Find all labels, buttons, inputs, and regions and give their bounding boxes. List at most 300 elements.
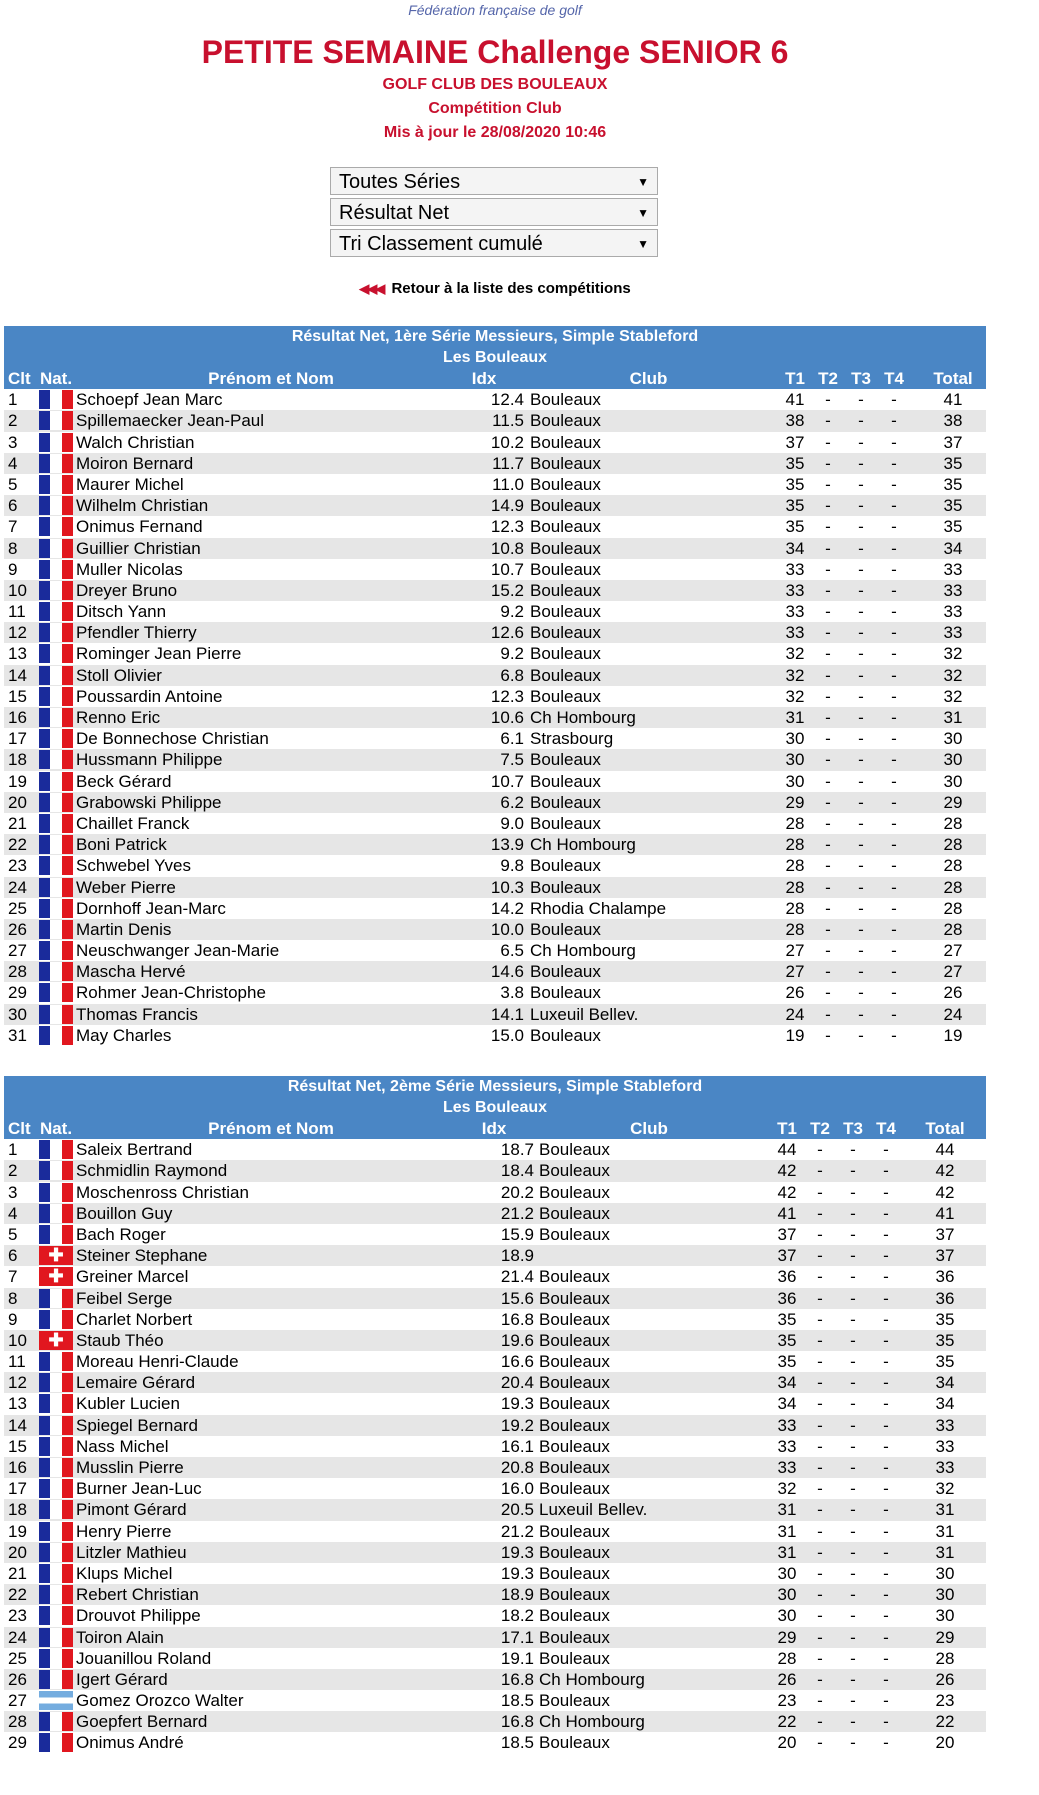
player-name[interactable]: Renno Eric bbox=[76, 708, 161, 727]
series-select-value: Toutes Séries bbox=[339, 171, 461, 193]
results-table-serie-2 bbox=[4, 1076, 986, 1754]
club-name: Bouleaux bbox=[539, 1606, 610, 1626]
table-row[interactable] bbox=[4, 834, 986, 855]
player-name[interactable]: Drouvot Philippe bbox=[76, 1606, 201, 1626]
player-name[interactable]: Wilhelm Christian bbox=[76, 496, 209, 516]
player-name[interactable]: Henry Pierre bbox=[76, 1521, 172, 1541]
player-name[interactable]: Lemaire Gérard bbox=[76, 1373, 196, 1393]
flag-fr-icon bbox=[39, 666, 73, 685]
col-header-t2[interactable]: T2 bbox=[818, 369, 838, 388]
table-row[interactable] bbox=[4, 1563, 986, 1584]
table-row[interactable] bbox=[4, 1690, 986, 1711]
handicap-index: 18.9 bbox=[500, 1585, 534, 1605]
flag-fr-icon bbox=[39, 1564, 73, 1583]
round-4-score: - bbox=[891, 877, 897, 897]
col-header-name[interactable]: Prénom et Nom bbox=[208, 369, 334, 388]
flag-fr-icon bbox=[39, 433, 73, 452]
round-3-score: - bbox=[858, 813, 864, 833]
table-row[interactable] bbox=[4, 1266, 986, 1287]
round-2-score: - bbox=[817, 1563, 823, 1583]
table-row[interactable] bbox=[4, 728, 986, 749]
col-header-clt[interactable]: Clt bbox=[8, 369, 31, 388]
player-name[interactable]: Guillier Christian bbox=[76, 538, 201, 558]
round-1-score: 35 bbox=[785, 453, 805, 473]
column-header-row bbox=[4, 1118, 986, 1139]
table-row[interactable] bbox=[4, 686, 986, 707]
result-type-select[interactable] bbox=[330, 198, 658, 226]
table-row[interactable] bbox=[4, 1584, 986, 1605]
table-row[interactable] bbox=[4, 1711, 986, 1732]
table-row[interactable] bbox=[4, 1351, 986, 1372]
club-name: Bouleaux bbox=[530, 813, 601, 833]
flag-fr-icon bbox=[39, 1437, 73, 1456]
table-row[interactable] bbox=[4, 813, 986, 834]
player-name[interactable]: Martin Denis bbox=[76, 919, 172, 939]
player-name[interactable]: Dreyer Bruno bbox=[76, 580, 178, 600]
flag-fr-icon bbox=[39, 454, 73, 473]
player-name[interactable]: Walch Christian bbox=[76, 432, 195, 452]
table-row[interactable] bbox=[4, 410, 986, 431]
round-1-score: 28 bbox=[785, 898, 805, 918]
table-row[interactable] bbox=[4, 665, 986, 686]
table-row[interactable] bbox=[4, 940, 986, 961]
player-name[interactable]: Mascha Hervé bbox=[76, 962, 186, 982]
player-name[interactable]: Weber Pierre bbox=[76, 877, 176, 897]
table-row[interactable] bbox=[4, 1457, 986, 1478]
club-name: Bouleaux bbox=[539, 1627, 610, 1647]
player-name[interactable]: Gomez Orozco Walter bbox=[76, 1691, 244, 1711]
table-row[interactable] bbox=[4, 1288, 986, 1309]
flag-ch-icon: ✚ bbox=[39, 1267, 73, 1286]
table-row[interactable] bbox=[4, 898, 986, 919]
table-row[interactable] bbox=[4, 1436, 986, 1457]
round-1-score: 24 bbox=[785, 1004, 805, 1024]
col-header-nat[interactable]: Nat. bbox=[39, 369, 73, 388]
table-row[interactable] bbox=[4, 749, 986, 770]
player-name[interactable]: Boni Patrick bbox=[76, 835, 167, 855]
player-name[interactable]: Spiegel Bernard bbox=[76, 1415, 198, 1435]
round-2-score: - bbox=[825, 1025, 831, 1045]
total-score: 33 bbox=[935, 1458, 955, 1477]
col-header-nat[interactable]: Nat. bbox=[39, 1119, 73, 1138]
col-header-t3[interactable]: T3 bbox=[851, 369, 871, 388]
club-name: Bouleaux bbox=[539, 1224, 610, 1244]
player-name[interactable]: Dornhoff Jean-Marc bbox=[76, 898, 226, 918]
col-header-t2[interactable]: T2 bbox=[810, 1119, 830, 1138]
round-2-score: - bbox=[825, 729, 831, 749]
player-name[interactable]: Spillemaecker Jean-Paul bbox=[76, 411, 265, 431]
table-row[interactable] bbox=[4, 474, 986, 495]
player-name[interactable]: Pimont Gérard bbox=[76, 1500, 187, 1520]
round-3-score: - bbox=[858, 792, 864, 812]
table-row[interactable] bbox=[4, 1160, 986, 1181]
round-1-score: 41 bbox=[777, 1203, 797, 1223]
round-1-score: 30 bbox=[785, 771, 805, 791]
player-name[interactable]: Saleix Bertrand bbox=[76, 1140, 193, 1160]
player-name[interactable]: Moreau Henri-Claude bbox=[76, 1352, 239, 1372]
player-name[interactable]: Musslin Pierre bbox=[76, 1458, 184, 1477]
player-name[interactable]: Onimus André bbox=[76, 1733, 184, 1753]
club-name: Bouleaux bbox=[530, 496, 601, 516]
handicap-index: 15.0 bbox=[490, 1025, 524, 1045]
rank: 21 bbox=[8, 813, 27, 833]
club-name: Bouleaux bbox=[539, 1691, 610, 1711]
table-row[interactable] bbox=[4, 432, 986, 453]
club-name: Bouleaux bbox=[539, 1415, 610, 1435]
flag-fr-icon bbox=[39, 496, 73, 515]
player-name[interactable]: Pfendler Thierry bbox=[76, 623, 197, 643]
player-name[interactable]: Hussmann Philippe bbox=[76, 750, 223, 770]
round-1-score: 30 bbox=[777, 1563, 797, 1583]
round-3-score: - bbox=[858, 580, 864, 600]
player-name[interactable]: Neuschwanger Jean-Marie bbox=[76, 941, 280, 961]
rank: 10 bbox=[8, 1330, 27, 1350]
player-name[interactable]: Rominger Jean Pierre bbox=[76, 644, 242, 664]
flag-fr-icon bbox=[39, 1140, 73, 1159]
series-select[interactable] bbox=[330, 167, 658, 195]
flag-fr-icon bbox=[39, 602, 73, 621]
player-name[interactable]: Steiner Stephane bbox=[76, 1246, 208, 1266]
flag-fr-icon bbox=[39, 1606, 73, 1625]
player-name[interactable]: Rohmer Jean-Christophe bbox=[76, 983, 266, 1003]
round-4-score: - bbox=[883, 1733, 889, 1753]
table-row[interactable] bbox=[4, 1203, 986, 1224]
player-name[interactable]: Beck Gérard bbox=[76, 771, 172, 791]
player-name[interactable]: Muller Nicolas bbox=[76, 559, 183, 579]
rank: 19 bbox=[8, 771, 27, 791]
rank: 30 bbox=[8, 1004, 27, 1024]
round-4-score: - bbox=[891, 771, 897, 791]
table-row[interactable] bbox=[4, 1478, 986, 1499]
round-1-score: 33 bbox=[777, 1458, 797, 1477]
table-row[interactable] bbox=[4, 1627, 986, 1648]
player-name[interactable]: Thomas Francis bbox=[76, 1004, 198, 1024]
player-name[interactable]: Rebert Christian bbox=[76, 1585, 199, 1605]
round-2-score: - bbox=[817, 1288, 823, 1308]
flag-fr-icon bbox=[39, 729, 73, 748]
round-3-score: - bbox=[858, 496, 864, 516]
rank: 8 bbox=[8, 1288, 18, 1308]
table-title: Résultat Net, 2ème Série Messieurs, Simple Stableford bbox=[287, 1078, 703, 1095]
round-1-score: 27 bbox=[785, 962, 805, 982]
round-4-score: - bbox=[891, 962, 897, 982]
player-name[interactable]: Jouanillou Roland bbox=[76, 1648, 212, 1668]
round-2-score: - bbox=[825, 538, 831, 558]
round-2-score: - bbox=[825, 453, 831, 473]
handicap-index: 20.8 bbox=[500, 1458, 534, 1477]
table-row[interactable] bbox=[4, 538, 986, 559]
table-row[interactable] bbox=[4, 707, 986, 728]
club-name: Ch Hombourg bbox=[530, 708, 636, 727]
table-row[interactable] bbox=[4, 1393, 986, 1414]
handicap-index: 6.1 bbox=[500, 729, 524, 749]
player-name[interactable]: Schmidlin Raymond bbox=[76, 1161, 228, 1181]
handicap-index: 10.8 bbox=[490, 538, 524, 558]
table-row[interactable] bbox=[4, 771, 986, 792]
table-row[interactable] bbox=[4, 1025, 986, 1046]
results-table-serie-1 bbox=[4, 326, 986, 1046]
round-1-score: 35 bbox=[785, 496, 805, 516]
table-caption bbox=[4, 326, 986, 368]
table-row[interactable] bbox=[4, 1004, 986, 1025]
total-score: 41 bbox=[943, 390, 963, 410]
rank: 19 bbox=[8, 1521, 27, 1541]
rank: 25 bbox=[8, 898, 27, 918]
round-1-score: 28 bbox=[785, 919, 805, 939]
col-header-idx[interactable]: Idx bbox=[471, 369, 497, 388]
player-name[interactable]: Goepfert Bernard bbox=[76, 1712, 208, 1732]
table-row[interactable] bbox=[4, 1245, 986, 1266]
club-name: Ch Hombourg bbox=[539, 1712, 645, 1732]
player-name[interactable]: Grabowski Philippe bbox=[76, 792, 222, 812]
round-3-score: - bbox=[850, 1288, 856, 1308]
player-name[interactable]: Bouillon Guy bbox=[76, 1203, 173, 1223]
player-name[interactable]: Burner Jean-Luc bbox=[76, 1479, 202, 1499]
round-2-score: - bbox=[825, 813, 831, 833]
table-row[interactable] bbox=[4, 1330, 986, 1351]
player-name[interactable]: Toiron Alain bbox=[76, 1627, 164, 1647]
player-name[interactable]: Moschenross Christian bbox=[76, 1182, 249, 1202]
rank: 22 bbox=[8, 835, 27, 855]
handicap-index: 16.6 bbox=[500, 1352, 534, 1372]
player-name[interactable]: Nass Michel bbox=[76, 1436, 169, 1456]
table-row[interactable] bbox=[4, 453, 986, 474]
player-name[interactable]: Bach Roger bbox=[76, 1224, 166, 1244]
club-name: Bouleaux bbox=[530, 1025, 601, 1045]
player-name[interactable]: Maurer Michel bbox=[76, 474, 184, 494]
total-score: 28 bbox=[943, 856, 963, 876]
back-to-list-link[interactable] bbox=[0, 280, 990, 297]
round-2-score: - bbox=[817, 1415, 823, 1435]
table-row[interactable] bbox=[4, 1732, 986, 1753]
total-score: 30 bbox=[935, 1606, 955, 1626]
handicap-index: 18.7 bbox=[500, 1140, 534, 1160]
total-score: 20 bbox=[935, 1733, 955, 1753]
player-name[interactable]: Litzler Mathieu bbox=[76, 1542, 187, 1562]
table-row[interactable] bbox=[4, 982, 986, 1003]
player-name[interactable]: Charlet Norbert bbox=[76, 1309, 193, 1329]
table-row[interactable] bbox=[4, 855, 986, 876]
round-1-score: 36 bbox=[777, 1267, 797, 1287]
player-name[interactable]: Schwebel Yves bbox=[76, 856, 191, 876]
flag-fr-icon bbox=[39, 1026, 73, 1045]
table-row[interactable] bbox=[4, 792, 986, 813]
rank: 22 bbox=[8, 1585, 27, 1605]
flag-fr-icon bbox=[39, 750, 73, 769]
col-header-club[interactable]: Club bbox=[629, 369, 668, 388]
total-score: 33 bbox=[935, 1436, 955, 1456]
player-name[interactable]: Ditsch Yann bbox=[76, 602, 167, 622]
rank: 6 bbox=[8, 496, 18, 516]
club-name: Ch Hombourg bbox=[530, 835, 636, 855]
col-header-t3[interactable]: T3 bbox=[843, 1119, 863, 1138]
round-4-score: - bbox=[891, 559, 897, 579]
sort-select[interactable] bbox=[330, 229, 658, 257]
round-1-score: 42 bbox=[777, 1161, 797, 1181]
total-score: 30 bbox=[935, 1585, 955, 1605]
table-caption bbox=[4, 1076, 986, 1118]
round-1-score: 38 bbox=[785, 411, 805, 431]
table-row[interactable] bbox=[4, 1224, 986, 1245]
round-3-score: - bbox=[850, 1267, 856, 1287]
rank: 17 bbox=[8, 1479, 27, 1499]
table-row[interactable] bbox=[4, 1605, 986, 1626]
table-row[interactable] bbox=[4, 961, 986, 982]
player-name[interactable]: Schoepf Jean Marc bbox=[76, 390, 223, 410]
player-name[interactable]: Igert Gérard bbox=[76, 1669, 168, 1689]
col-header-t4[interactable]: T4 bbox=[884, 369, 904, 388]
round-1-score: 28 bbox=[785, 835, 805, 855]
round-2-score: - bbox=[817, 1585, 823, 1605]
total-score: 26 bbox=[935, 1669, 955, 1689]
handicap-index: 21.2 bbox=[500, 1203, 534, 1223]
player-name[interactable]: Feibel Serge bbox=[76, 1288, 173, 1308]
handicap-index: 10.6 bbox=[490, 708, 524, 727]
handicap-index: 21.4 bbox=[500, 1267, 534, 1287]
page-title: PETITE SEMAINE Challenge SENIOR 6 bbox=[201, 34, 789, 70]
round-4-score: - bbox=[883, 1585, 889, 1605]
player-name[interactable]: Klups Michel bbox=[76, 1563, 173, 1583]
table-row[interactable] bbox=[4, 1139, 986, 1160]
round-4-score: - bbox=[883, 1161, 889, 1181]
col-header-t1[interactable]: T1 bbox=[785, 369, 805, 388]
club-name: Bouleaux bbox=[530, 771, 601, 791]
round-1-score: 33 bbox=[785, 602, 805, 622]
round-3-score: - bbox=[850, 1140, 856, 1160]
handicap-index: 18.5 bbox=[500, 1733, 534, 1753]
table-row[interactable] bbox=[4, 643, 986, 664]
round-3-score: - bbox=[858, 941, 864, 961]
col-header-total[interactable]: Total bbox=[933, 369, 973, 388]
handicap-index: 3.8 bbox=[500, 983, 524, 1003]
handicap-index: 12.4 bbox=[490, 390, 524, 410]
table-row[interactable] bbox=[4, 1415, 986, 1436]
player-name[interactable]: Poussardin Antoine bbox=[76, 686, 223, 706]
round-2-score: - bbox=[825, 665, 831, 685]
club-name: Bouleaux bbox=[530, 390, 601, 410]
round-3-score: - bbox=[858, 453, 864, 473]
table-title: Résultat Net, 1ère Série Messieurs, Simple Stableford bbox=[291, 328, 699, 345]
table-row[interactable] bbox=[4, 1309, 986, 1330]
table-row[interactable] bbox=[4, 1182, 986, 1203]
round-3-score: - bbox=[850, 1458, 856, 1477]
table-row[interactable] bbox=[4, 559, 986, 580]
total-score: 26 bbox=[943, 983, 963, 1003]
table-row[interactable] bbox=[4, 1648, 986, 1669]
result-type-select-value: Résultat Net bbox=[339, 202, 450, 224]
col-header-name[interactable]: Prénom et Nom bbox=[208, 1119, 334, 1138]
table-row[interactable] bbox=[4, 877, 986, 898]
round-4-score: - bbox=[891, 792, 897, 812]
col-header-idx[interactable]: Idx bbox=[481, 1119, 507, 1138]
flag-fr-icon bbox=[39, 390, 73, 409]
col-header-t4[interactable]: T4 bbox=[876, 1119, 896, 1138]
player-name[interactable]: Greiner Marcel bbox=[76, 1267, 189, 1287]
total-score: 42 bbox=[935, 1182, 955, 1202]
player-name[interactable]: Stoll Olivier bbox=[76, 665, 162, 685]
flag-fr-icon bbox=[39, 1416, 73, 1435]
round-2-score: - bbox=[825, 580, 831, 600]
col-header-clt[interactable]: Clt bbox=[8, 1119, 31, 1138]
round-1-score: 26 bbox=[777, 1669, 797, 1689]
rank: 13 bbox=[8, 644, 27, 664]
table-row[interactable] bbox=[4, 601, 986, 622]
table-row[interactable] bbox=[4, 1542, 986, 1563]
total-score: 35 bbox=[943, 474, 963, 494]
player-name[interactable]: Onimus Fernand bbox=[76, 517, 203, 537]
handicap-index: 12.3 bbox=[490, 517, 524, 537]
player-name[interactable]: Chaillet Franck bbox=[76, 813, 190, 833]
table-row[interactable] bbox=[4, 1521, 986, 1542]
player-name[interactable]: Moiron Bernard bbox=[76, 453, 194, 473]
table-row[interactable] bbox=[4, 622, 986, 643]
rank: 14 bbox=[8, 665, 27, 685]
handicap-index: 20.2 bbox=[500, 1182, 534, 1202]
round-3-score: - bbox=[858, 919, 864, 939]
club-name: Bouleaux bbox=[530, 411, 601, 431]
total-score: 31 bbox=[943, 708, 963, 727]
table-row[interactable] bbox=[4, 1499, 986, 1520]
rank: 12 bbox=[8, 623, 27, 643]
table-row[interactable] bbox=[4, 919, 986, 940]
handicap-index: 19.3 bbox=[500, 1542, 534, 1562]
handicap-index: 7.5 bbox=[500, 750, 524, 770]
round-4-score: - bbox=[883, 1712, 889, 1732]
player-name[interactable]: Staub Théo bbox=[76, 1330, 164, 1350]
round-3-score: - bbox=[850, 1563, 856, 1583]
handicap-index: 16.1 bbox=[500, 1436, 534, 1456]
total-score: 36 bbox=[935, 1267, 955, 1287]
round-3-score: - bbox=[850, 1330, 856, 1350]
round-4-score: - bbox=[883, 1436, 889, 1456]
handicap-index: 10.3 bbox=[490, 877, 524, 897]
table-row[interactable] bbox=[4, 1372, 986, 1393]
table-row[interactable] bbox=[4, 389, 986, 410]
table-row[interactable] bbox=[4, 580, 986, 601]
round-1-score: 32 bbox=[785, 644, 805, 664]
player-name[interactable]: De Bonnechose Christian bbox=[76, 729, 269, 749]
col-header-club[interactable]: Club bbox=[630, 1119, 668, 1138]
club-name: Bouleaux bbox=[539, 1140, 610, 1160]
player-name[interactable]: May Charles bbox=[76, 1025, 172, 1045]
table-row[interactable] bbox=[4, 495, 986, 516]
round-3-score: - bbox=[850, 1224, 856, 1244]
total-score: 28 bbox=[943, 919, 963, 939]
flag-fr-icon bbox=[39, 1479, 73, 1498]
total-score: 37 bbox=[935, 1224, 955, 1244]
rank: 2 bbox=[8, 1161, 18, 1181]
col-header-t1[interactable]: T1 bbox=[777, 1119, 797, 1138]
flag-fr-icon bbox=[39, 1161, 73, 1180]
rank: 15 bbox=[8, 1436, 27, 1456]
handicap-index: 19.3 bbox=[500, 1394, 534, 1414]
round-1-score: 35 bbox=[777, 1309, 797, 1329]
table-row[interactable] bbox=[4, 1669, 986, 1690]
round-3-score: - bbox=[858, 390, 864, 410]
total-score: 27 bbox=[943, 962, 963, 982]
round-1-score: 22 bbox=[777, 1712, 797, 1732]
flag-fr-icon bbox=[39, 517, 73, 536]
round-2-score: - bbox=[817, 1691, 823, 1711]
table-row[interactable] bbox=[4, 516, 986, 537]
round-3-score: - bbox=[850, 1373, 856, 1393]
total-score: 28 bbox=[943, 898, 963, 918]
round-2-score: - bbox=[817, 1606, 823, 1626]
round-4-score: - bbox=[891, 580, 897, 600]
player-name[interactable]: Kubler Lucien bbox=[76, 1394, 180, 1414]
round-1-score: 30 bbox=[777, 1585, 797, 1605]
col-header-total[interactable]: Total bbox=[925, 1119, 965, 1138]
